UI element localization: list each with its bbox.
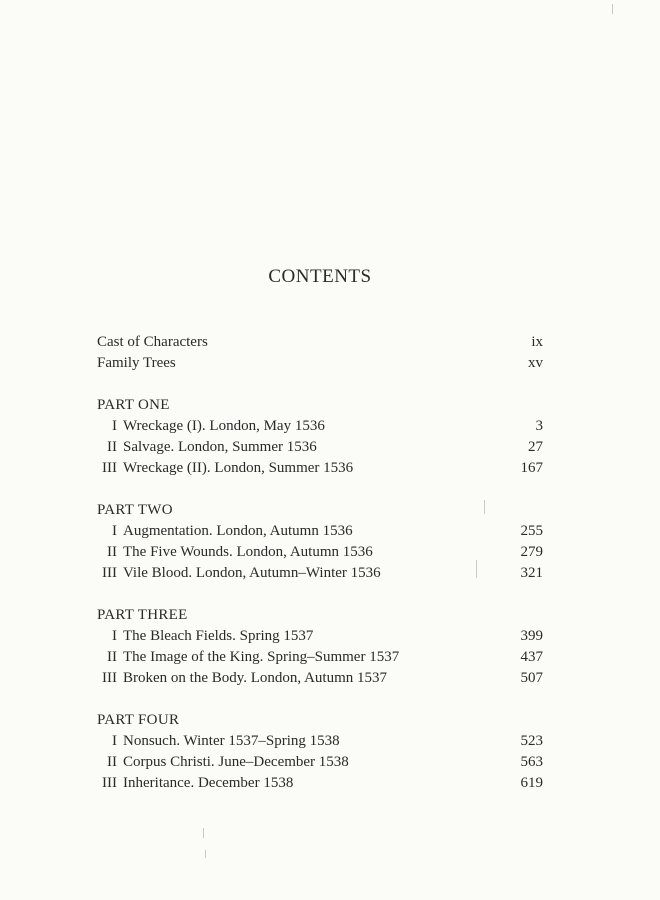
chapter-number: III	[102, 775, 117, 791]
chapter-title: The Image of the King. Spring–Summer 1537	[123, 649, 400, 665]
toc-chapter	[97, 521, 543, 542]
part-heading-two: PART TWO	[97, 502, 173, 518]
chapter-page: 399	[520, 628, 543, 644]
toc-entry-label: Family Trees	[97, 355, 176, 371]
chapter-title: Vile Blood. London, Autumn–Winter 1536	[123, 565, 381, 581]
chapter-number: III	[102, 565, 117, 581]
chapter-title: Broken on the Body. London, Autumn 1537	[123, 670, 388, 686]
scan-speck	[484, 500, 485, 514]
chapter-title: Salvage. London, Summer 1536	[123, 439, 317, 455]
chapter-page: 523	[520, 733, 543, 749]
toc-entry-family-trees	[97, 353, 543, 374]
toc-chapter	[97, 731, 543, 752]
toc-entry-page: xv	[528, 355, 543, 371]
chapter-title: Wreckage (I). London, May 1536	[123, 418, 325, 434]
toc-chapter	[97, 752, 543, 773]
part-heading-three: PART THREE	[97, 607, 188, 623]
chapter-page: 321	[520, 565, 543, 581]
toc-chapter	[97, 416, 543, 437]
chapter-page: 563	[520, 754, 543, 770]
part-heading-one: PART ONE	[97, 397, 170, 413]
chapter-number: II	[107, 544, 117, 560]
chapter-title: Wreckage (II). London, Summer 1536	[123, 460, 354, 476]
chapter-number: I	[112, 733, 117, 749]
chapter-page: 27	[528, 439, 543, 455]
chapter-title: The Five Wounds. London, Autumn 1536	[123, 544, 373, 560]
chapter-number: II	[107, 439, 117, 455]
scan-speck	[203, 828, 204, 838]
chapter-number: III	[102, 460, 117, 476]
chapter-title: Inheritance. December 1538	[123, 775, 294, 791]
chapter-number: I	[112, 628, 117, 644]
chapter-page: 167	[520, 460, 543, 476]
chapter-page: 3	[535, 418, 543, 434]
toc-chapter	[97, 668, 543, 689]
scan-speck	[476, 560, 477, 578]
scan-speck	[205, 850, 206, 858]
toc-chapter	[97, 773, 543, 794]
chapter-page: 255	[520, 523, 543, 539]
toc-chapter	[97, 458, 543, 479]
toc-chapter	[97, 626, 543, 647]
chapter-page: 507	[520, 670, 543, 686]
chapter-page: 279	[520, 544, 543, 560]
chapter-title: Nonsuch. Winter 1537–Spring 1538	[123, 733, 340, 749]
page-title: CONTENTS	[268, 266, 372, 287]
chapter-title: Augmentation. London, Autumn 1536	[123, 523, 353, 539]
chapter-page: 619	[520, 775, 543, 791]
chapter-number: III	[102, 670, 117, 686]
chapter-title: Corpus Christi. June–December 1538	[123, 754, 349, 770]
part-heading-four: PART FOUR	[97, 712, 180, 728]
chapter-number: II	[107, 649, 117, 665]
toc-entry-label: Cast of Characters	[97, 334, 208, 350]
chapter-title: The Bleach Fields. Spring 1537	[123, 628, 314, 644]
chapter-page: 437	[520, 649, 543, 665]
toc-chapter	[97, 647, 543, 668]
toc-chapter	[97, 437, 543, 458]
chapter-number: II	[107, 754, 117, 770]
chapter-number: I	[112, 523, 117, 539]
scan-speck	[612, 4, 613, 14]
chapter-number: I	[112, 418, 117, 434]
toc-entry-cast-of-characters	[97, 332, 543, 353]
toc-entry-page: ix	[531, 334, 543, 350]
